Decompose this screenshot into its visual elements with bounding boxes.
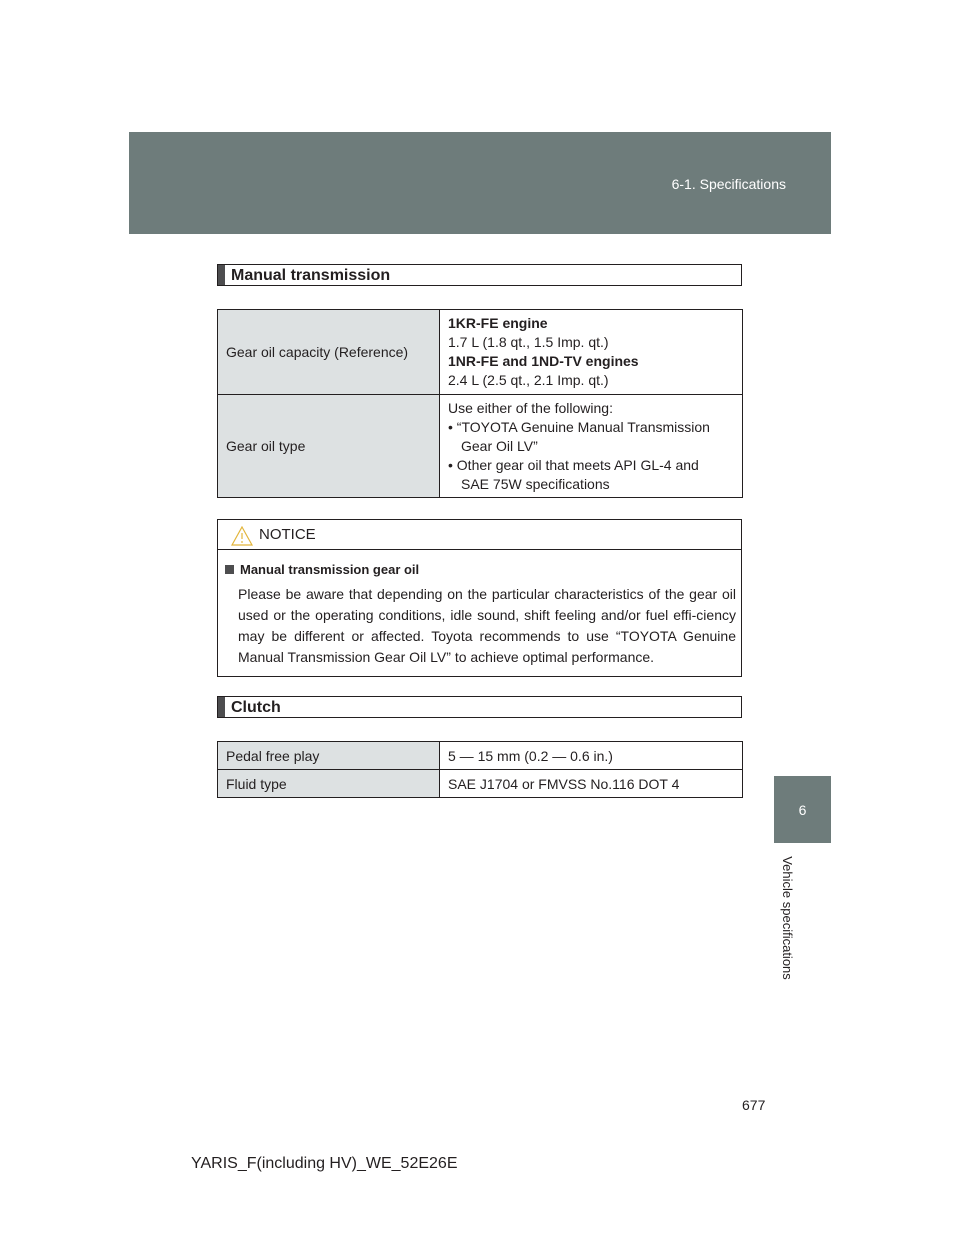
manual-transmission-table bbox=[217, 309, 743, 498]
gear-oil-type-line: SAE 75W specifications bbox=[461, 475, 610, 492]
manual-transmission-heading bbox=[217, 264, 742, 286]
gear-oil-type-label: Gear oil type bbox=[218, 395, 440, 498]
notice-header bbox=[218, 520, 741, 550]
table-row bbox=[218, 742, 743, 770]
notice-box bbox=[217, 519, 742, 677]
engine-1kr-label: 1KR-FE engine bbox=[448, 315, 548, 331]
document-footer: YARIS_F(including HV)_WE_52E26E bbox=[191, 1155, 458, 1172]
table-row bbox=[218, 395, 743, 498]
pedal-free-play-value: 5 — 15 mm (0.2 — 0.6 in.) bbox=[440, 742, 743, 770]
manual-transmission-heading-text: Manual transmission bbox=[231, 267, 391, 284]
warning-triangle-icon bbox=[231, 526, 253, 546]
square-bullet-icon bbox=[225, 565, 234, 574]
chapter-tab bbox=[774, 776, 831, 843]
heading-bar bbox=[218, 697, 225, 717]
notice-body: Please be aware that depending on the particular characteristics of the gear oil used or the operating conditions, idle sound, shift feeling and/or fuel effi-ciency may be different or affected. Toyota recommends to use “TOYOTA Genuine Manual Transmission Gear Oil LV” to achieve optimal performance. bbox=[238, 586, 736, 665]
gear-oil-type-value bbox=[440, 395, 743, 498]
page-number: 677 bbox=[742, 1097, 766, 1113]
header-band bbox=[129, 132, 831, 234]
clutch-heading-text: Clutch bbox=[231, 699, 281, 716]
gear-oil-capacity-label: Gear oil capacity (Reference) bbox=[218, 310, 440, 395]
section-title: 6-1. Specifications bbox=[671, 176, 786, 192]
notice-subheading bbox=[225, 562, 419, 577]
clutch-table bbox=[217, 741, 743, 798]
chapter-label-text: Vehicle specifications bbox=[780, 856, 795, 980]
table-row bbox=[218, 770, 743, 798]
pedal-free-play-label: Pedal free play bbox=[218, 742, 440, 770]
gear-oil-type-line: Gear Oil LV” bbox=[461, 437, 538, 454]
gear-oil-type-line: Use either of the following: bbox=[448, 399, 613, 416]
table-row bbox=[218, 310, 743, 395]
engine-1nr-label: 1NR-FE and 1ND-TV engines bbox=[448, 353, 639, 369]
engine-1kr-capacity: 1.7 L (1.8 qt., 1.5 Imp. qt.) bbox=[448, 334, 609, 350]
gear-oil-type-line: • “TOYOTA Genuine Manual Transmission bbox=[448, 418, 710, 435]
clutch-heading bbox=[217, 696, 742, 718]
engine-1nr-capacity: 2.4 L (2.5 qt., 2.1 Imp. qt.) bbox=[448, 372, 609, 388]
fluid-type-value: SAE J1704 or FMVSS No.116 DOT 4 bbox=[440, 770, 743, 798]
gear-oil-type-line: • Other gear oil that meets API GL-4 and bbox=[448, 456, 699, 473]
fluid-type-label: Fluid type bbox=[218, 770, 440, 798]
gear-oil-capacity-value bbox=[440, 310, 743, 395]
chapter-number: 6 bbox=[798, 801, 807, 818]
heading-bar bbox=[218, 265, 225, 285]
chapter-label bbox=[780, 848, 794, 988]
notice-title: NOTICE bbox=[259, 526, 316, 543]
notice-subheading-text: Manual transmission gear oil bbox=[240, 562, 420, 577]
